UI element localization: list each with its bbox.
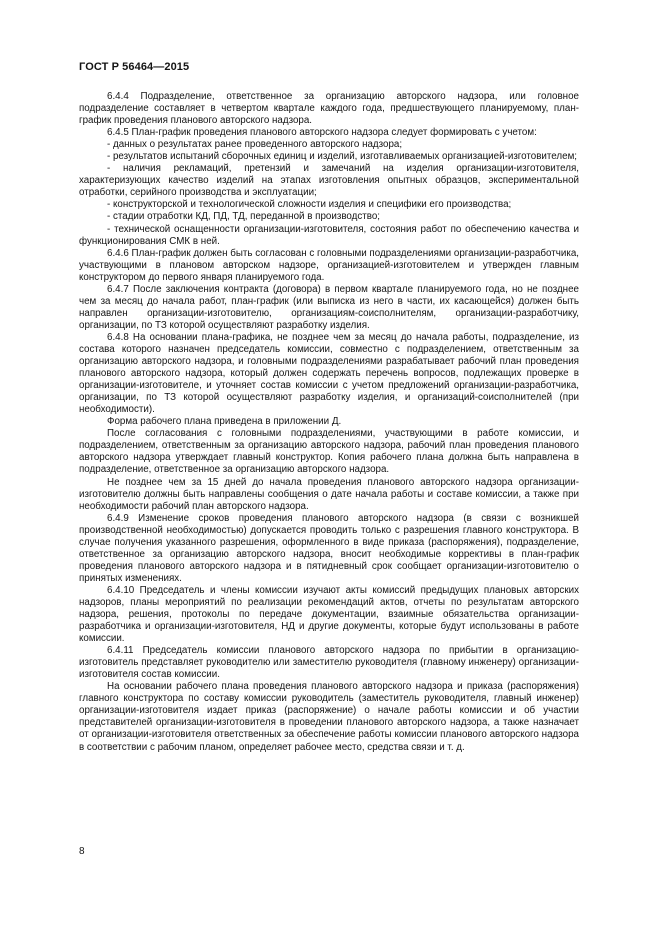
list-item: - результатов испытаний сборочных единиц и изделий, изготавливаемых организацией-изготовителем;: [107, 151, 578, 163]
paragraph-6-4-7: 6.4.7 После заключения контракта (договора) в первом квартале планируемого года, но не позднее чем за месяц до начала работ, план-график (или выписка из него в части, их касающейся) должен быть направлен организации-изготовителю, организациям-соисполнителям, организации-разработчику, организации, по ТЗ которой осуществляют разработку изделия.: [79, 283, 579, 331]
list-item: - конструкторской и технологической сложности изделия и специфики его производства;: [107, 199, 512, 211]
paragraph-6-4-9: 6.4.9 Изменение сроков проведения планового авторского надзора (в связи с возникшей производственной необходимостью) допускается проводить только с разрешения главного конструктора. В случае получения указанного разрешения, оформленного в виде приказа (распоряжения), подразделение, ответственное за организацию авторского надзора, вносит необходимые коррективы в план-график проведения планового авторского надзора и в пятидневный срок сообщает организации-изготовителю о принятых изменениях.: [79, 512, 579, 584]
paragraph-work-plan-form: Форма рабочего плана приведена в приложении Д.: [107, 416, 342, 428]
paragraph-6-4-4: 6.4.4 Подразделение, ответственное за организацию авторского надзора, или головное подразделение составляет в четвертом квартале каждого года, предшествующего планируемому, план-график проведения планового авторского надзора.: [79, 91, 579, 127]
page-number: 8: [79, 846, 85, 857]
paragraph-6-4-6: 6.4.6 План-график должен быть согласован с головными подразделениями организации-разработчика, участвующими в плановом авторском надзоре, организацией-изготовителем и утвержден главным конструктором до первого января планируемого года.: [79, 247, 579, 283]
paragraph-notification: Не позднее чем за 15 дней до начала проведения планового авторского надзора организации-изготовителю должны быть направлены сообщения о дате начала работы и составе комиссии, а также при необходимости рабочий план авторского надзора.: [79, 476, 579, 512]
list-item: - наличия рекламаций, претензий и замечаний на изделия организации-изготовителя, характеризующих качество изделий на этапах изготовления опытных образцов, экспериментальной отработки, серийного производства и эксплуатации;: [79, 163, 579, 199]
standard-header: ГОСТ Р 56464—2015: [79, 61, 190, 73]
paragraph-6-4-10: 6.4.10 Председатель и члены комиссии изучают акты комиссий предыдущих плановых авторских надзоров, планы мероприятий по реализации рекомендаций актов, отчеты по результатам авторского надзора, решения, протоколы по передаче документации, взаимные обязательства организации-разработчика и организации-изготовителя, НД и другие документы, которые будут использованы в работе комиссии.: [79, 584, 579, 645]
paragraph-6-4-11: 6.4.11 Председатель комиссии планового авторского надзора по прибытии в организацию-изготовитель представляет руководителю или заместителю руководителя (главному инженеру) организации-изготовителя состав комиссии.: [79, 645, 579, 681]
document-body: [79, 91, 579, 754]
list-item: - технической оснащенности организации-изготовителя, состояния работ по обеспечению качества и функционирования СМК в ней.: [79, 223, 579, 247]
paragraph-approval: После согласования с головными подразделениями, участвующими в работе комиссии, и подразделением, ответственным за организацию авторского надзора, рабочий план проведения планового авторского надзора утверждает главный конструктор. Копия рабочего плана должна быть направлена в подразделение, ответственное за организацию авторского надзора.: [79, 428, 579, 476]
paragraph-order: На основании рабочего плана проведения планового авторского надзора и приказа (распоряжения) главного конструктора по составу комиссии руководитель (заместитель руководителя, главный инженер) организации-изготовителя издает приказ (распоряжение) о начале работы комиссии и об участии представителей организации-изготовителя в проведении планового авторского надзора, а также назначает от организации-изготовителя ответственных за обеспечение работы комиссии планового авторского надзора в соответствии с рабочим планом, определяет рабочее место, средства связи и т. д.: [79, 681, 579, 753]
list-item: - стадии отработки КД, ПД, ТД, переданной в производство;: [107, 211, 381, 223]
paragraph-6-4-5: 6.4.5 План-график проведения планового авторского надзора следует формировать с учетом:: [107, 127, 537, 139]
list-item: - данных о результатах ранее проведенного авторского надзора;: [107, 139, 403, 151]
paragraph-6-4-8: 6.4.8 На основании плана-графика, не позднее чем за месяц до начала работы, подразделение, из состава которого назначен председатель комиссии, совместно с подразделением, ответственным за организацию авторского надзора, и головными подразделениями разрабатывает рабочий план проведения планового авторского надзора, который должен содержать перечень вопросов, подлежащих проверке в организации-изготовителе, и уточняет состав комиссии с учетом предложений организации-разработчика, организации, по ТЗ которой осуществляют разработку изделия, и организаций-соисполнителей (при необходимости).: [79, 331, 579, 416]
